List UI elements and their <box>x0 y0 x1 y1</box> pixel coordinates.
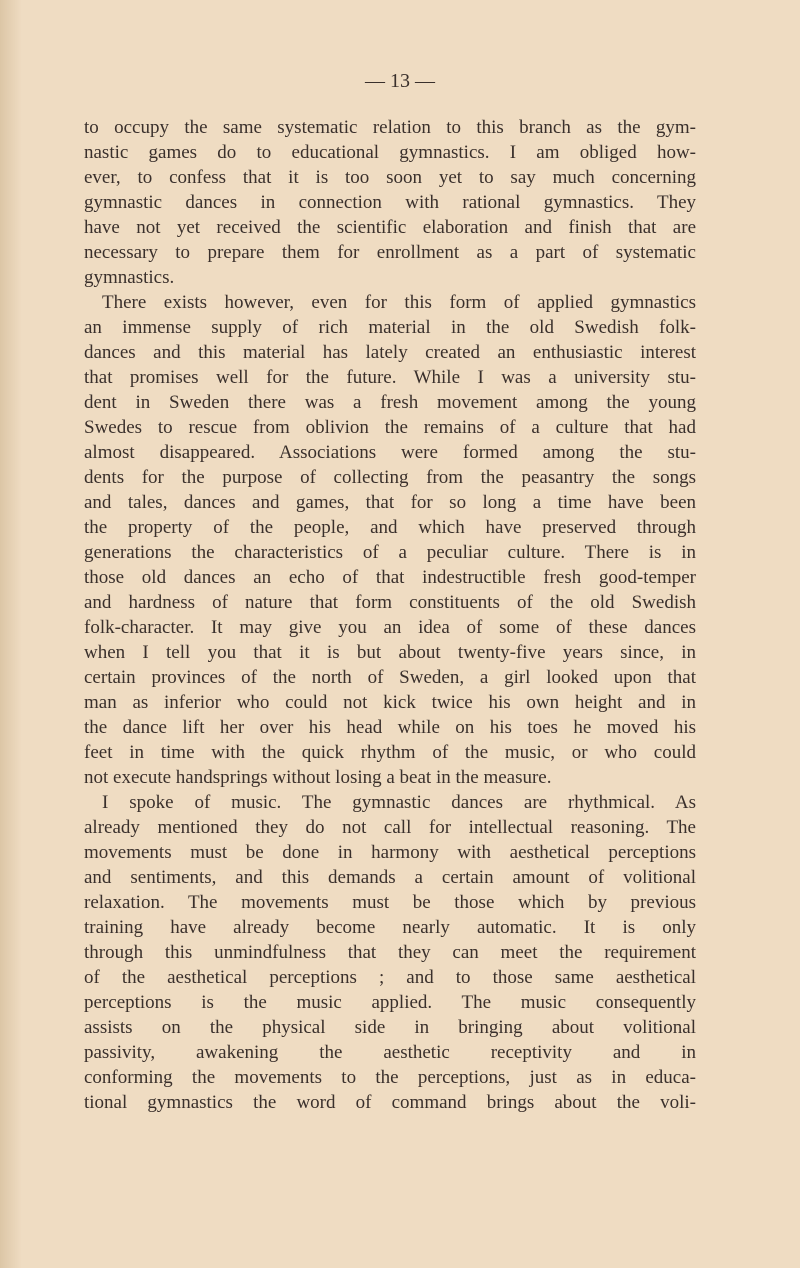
text-line: and hardness of nature that form constituents of the old Swedish <box>84 592 696 613</box>
text-line: training have already become nearly automatic. It is only <box>84 917 696 938</box>
text-line: I spoke of music. The gymnastic dances are rhythmical. As <box>102 792 696 813</box>
text-line: tional gymnastics the word of command brings about the voli- <box>84 1092 696 1113</box>
page-number: — 13 — <box>365 70 435 92</box>
text-line: to occupy the same systematic relation to this branch as the gym- <box>84 117 696 138</box>
text-line: gymnastics. <box>84 267 175 288</box>
text-line: already mentioned they do not call for intellectual reasoning. The <box>84 817 696 838</box>
text-line: dents for the purpose of collecting from the peasantry the songs <box>84 467 696 488</box>
text-line: dances and this material has lately created an enthusiastic interest <box>84 342 696 363</box>
text-line: the property of the people, and which have preserved through <box>84 517 696 538</box>
text-line: certain provinces of the north of Sweden, a girl looked upon that <box>84 667 696 688</box>
text-line: necessary to prepare them for enrollment as a part of systematic <box>84 242 696 263</box>
text-line: conforming the movements to the perceptions, just as in educa- <box>84 1067 696 1088</box>
text-line: when I tell you that it is but about twenty-five years since, in <box>84 642 696 663</box>
text-line: gymnastic dances in connection with rational gymnastics. They <box>84 192 696 213</box>
text-line: nastic games do to educational gymnastics. I am obliged how- <box>84 142 696 163</box>
page-edge-shadow <box>0 0 22 1268</box>
text-line: generations the characteristics of a peculiar culture. There is in <box>84 542 696 563</box>
text-line: passivity, awakening the aesthetic receptivity and in <box>84 1042 696 1063</box>
text-line: man as inferior who could not kick twice his own height and in <box>84 692 696 713</box>
text-line: dent in Sweden there was a fresh movement among the young <box>84 392 696 413</box>
body-text <box>84 115 696 1115</box>
text-line: movements must be done in harmony with aesthetical perceptions <box>84 842 696 863</box>
text-line: of the aesthetical perceptions ; and to those same aesthetical <box>84 967 696 988</box>
text-line: There exists however, even for this form of applied gymnastics <box>102 292 696 313</box>
text-line: feet in time with the quick rhythm of the music, or who could <box>84 742 696 763</box>
text-line: the dance lift her over his head while on his toes he moved his <box>84 717 696 738</box>
text-line: assists on the physical side in bringing about volitional <box>84 1017 696 1038</box>
text-line: folk-character. It may give you an idea of some of these dances <box>84 617 696 638</box>
text-line: those old dances an echo of that indestructible fresh good-temper <box>84 567 696 588</box>
text-line: Swedes to rescue from oblivion the remains of a culture that had <box>84 417 696 438</box>
text-line: almost disappeared. Associations were formed among the stu- <box>84 442 696 463</box>
text-line: and tales, dances and games, that for so long a time have been <box>84 492 696 513</box>
text-line: not execute handsprings without losing a beat in the measure. <box>84 767 552 788</box>
text-line: and sentiments, and this demands a certain amount of volitional <box>84 867 696 888</box>
text-line: ever, to confess that it is too soon yet to say much concerning <box>84 167 696 188</box>
text-line: that promises well for the future. While I was a university stu- <box>84 367 696 388</box>
text-line: through this unmindfulness that they can meet the requirement <box>84 942 696 963</box>
text-line: perceptions is the music applied. The music consequently <box>84 992 696 1013</box>
text-line: relaxation. The movements must be those which by previous <box>84 892 696 913</box>
text-line: an immense supply of rich material in the old Swedish folk- <box>84 317 696 338</box>
text-line: have not yet received the scientific elaboration and finish that are <box>84 217 696 238</box>
